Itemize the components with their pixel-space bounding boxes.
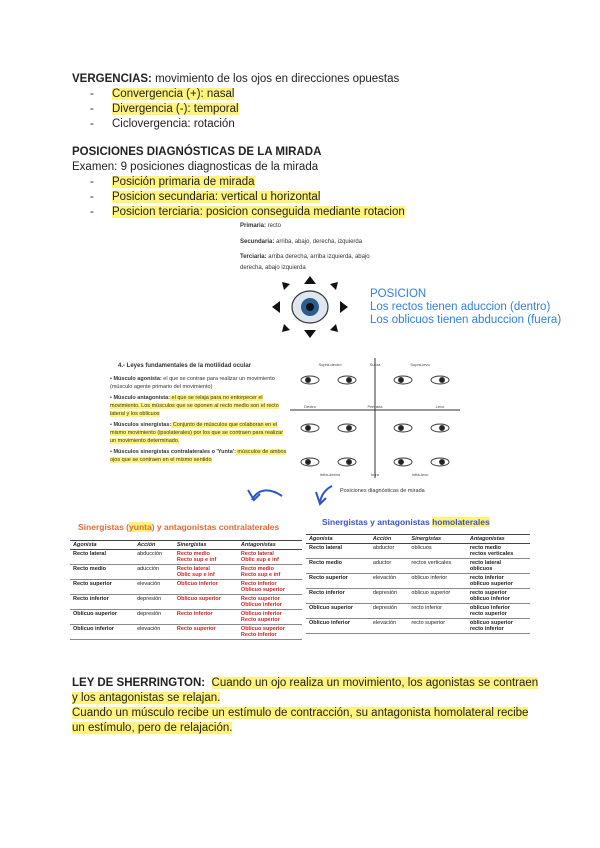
table-row <box>306 544 530 559</box>
pupil-icon <box>306 378 311 383</box>
table-row <box>70 625 302 640</box>
list-item: - Posición primaria de mirada <box>90 176 255 188</box>
table-left: Agonista Acción Sinergistas Antagonistas Recto lateral abducción Recto medio Recto sup e inf Recto lateral Oblic sup e inf Recto medio aducción Recto lateral Oblic sup e inf Recto medio Recto sup e inf Recto superior elevación Oblicuo inferior Recto inferior Oblicuo superior Recto inferior depresión Oblicuo superior Recto superior Oblicuo inferior Oblicuo superior depresión Recto inferior Oblicuo inferior Recto superior Oblicuo inferior elevación Recto superior Oblicuo superior Recto inferior <box>70 540 302 640</box>
sherrington-line3: Cuando un músculo recibe un estímulo de contracción, su antagonista homolateral recibe <box>72 707 529 719</box>
gaze-label: Infra-levo <box>411 472 429 477</box>
table-row <box>306 574 530 589</box>
table-row <box>70 610 302 625</box>
pupil-icon <box>440 378 445 383</box>
list-item: - Posicion terciaria: posicion conseguida mediante rotacion <box>90 206 405 218</box>
table-cell: Oblicuo inferior <box>174 580 238 595</box>
scan-terciaria: Terciaria: arriba derecha, arriba izquierda, abajo <box>240 254 370 260</box>
table-row <box>70 580 302 595</box>
table-cell: Recto lateral Oblic sup e inf <box>174 565 238 580</box>
gaze-label: Primaria <box>367 404 383 409</box>
table-cell: Recto lateral <box>306 544 370 559</box>
gaze-label: Supra-dextro <box>318 362 342 367</box>
posicion-note-line2: Los oblicuos tienen abduccion (fuera) <box>370 314 562 326</box>
list-item: - Divergencia (-): temporal <box>90 103 239 115</box>
gaze-positions-grid <box>290 358 460 488</box>
sherrington-line4: un estímulo, pero de relajación. <box>72 722 233 734</box>
table-cell: Oblicuo inferior <box>70 625 134 640</box>
table-cell: Recto medio Recto sup e inf <box>238 565 302 580</box>
gaze-label: Supra-levo <box>410 362 430 367</box>
table-cell: oblicuo superior recto inferior <box>467 619 530 634</box>
table-cell: Recto inferior Oblicuo superior <box>238 580 302 595</box>
pupil-icon <box>399 460 404 465</box>
table-row <box>306 619 530 634</box>
posicion-note-line1: Los rectos tienen aduccion (dentro) <box>370 301 551 313</box>
table-cell: depresión <box>134 610 174 625</box>
table-cell: oblicuo superior <box>408 589 466 604</box>
eye-rotation-diagram <box>268 274 352 340</box>
pupil-icon <box>306 426 311 431</box>
table-row <box>70 550 302 565</box>
table-cell: Recto inferior <box>306 589 370 604</box>
gaze-label: Infra-dextro <box>319 472 341 477</box>
table-cell: Recto superior <box>306 574 370 589</box>
list-item: - Posicion secundaria: vertical u horizontal <box>90 191 321 203</box>
table-cell: elevación <box>134 625 174 640</box>
table-cell: aducción <box>134 565 174 580</box>
table-cell: elevación <box>370 574 409 589</box>
table-cell: recto superior <box>408 619 466 634</box>
table-row <box>70 565 302 580</box>
table-row <box>306 559 530 574</box>
pupil-icon <box>347 378 352 383</box>
gaze-label: Supra <box>369 362 381 367</box>
pupil-icon <box>306 460 311 465</box>
scan-secundaria: Secundaria: arriba, abajo, derecha, izquierda <box>240 239 363 245</box>
vergencias-desc: movimiento de los ojos en direcciones opuestas <box>151 73 400 85</box>
table-cell: oblicuos <box>408 544 466 559</box>
scan-terciaria-2: derecha, abajo izquierda <box>240 265 306 271</box>
laws-title: 4.- Leyes fundamentales de la motilidad ocular <box>118 363 252 369</box>
table-row <box>70 595 302 610</box>
table-row <box>306 604 530 619</box>
law-sinergistas: • Músculos sinergistas: Conjunto de músculos que colaboran en el mismo movimiento (ipsolaterales) por los que se contraen para realizar un movimiento determinado. <box>110 422 284 444</box>
pupil-icon <box>440 460 445 465</box>
posicion-note-title: POSICION <box>370 288 427 300</box>
table-cell: Oblicuo inferior Recto superior <box>238 610 302 625</box>
table-cell: elevación <box>134 580 174 595</box>
gaze-caption: Posiciones diagnósticas de mirada <box>340 488 425 494</box>
law-antagonista: • Músculo antagonista: el que se relaja para no entorpecer el movimiento. Los músculos que se oponen al recto medio son el recto lateral y los oblicuos <box>110 395 279 417</box>
pupil-icon <box>399 426 404 431</box>
table-left-title: Sinergistas (yunta) y antagonistas contralaterales <box>78 522 280 532</box>
scan-primaria: Primaria: recto <box>240 223 282 229</box>
table-cell: oblicuo inferior recto superior <box>467 604 530 619</box>
table-cell: oblicuo inferior <box>408 574 466 589</box>
posiciones-title: POSICIONES DIAGNÓSTICAS DE LA MIRADA <box>72 146 322 158</box>
list-item: - Ciclovergencia: rotación <box>90 118 235 130</box>
table-cell: Recto superior <box>174 625 238 640</box>
table-cell: Oblicuo inferior <box>306 619 370 634</box>
table-cell: Oblicuo superior <box>174 595 238 610</box>
vergencias-title: VERGENCIAS: <box>72 73 152 85</box>
pupil-icon <box>440 426 445 431</box>
table-cell: depresión <box>370 589 409 604</box>
gaze-label: Levo <box>435 404 445 409</box>
pen-arrows <box>240 482 360 514</box>
table-cell: Recto medio Recto sup e inf <box>174 550 238 565</box>
table-cell: Recto superior Oblicuo inferior <box>238 595 302 610</box>
pupil-icon <box>347 460 352 465</box>
list-item: - Convergencia (+): nasal <box>90 88 235 100</box>
table-cell: Recto lateral <box>70 550 134 565</box>
pupil-icon <box>399 378 404 383</box>
table-cell: recto lateral oblicuos <box>467 559 530 574</box>
table-cell: rectos verticales <box>408 559 466 574</box>
table-row <box>306 589 530 604</box>
table-cell: Oblicuo superior Recto inferior <box>238 625 302 640</box>
table-cell: Recto lateral Oblic sup e inf <box>238 550 302 565</box>
table-cell: Recto superior <box>70 580 134 595</box>
table-cell: recto inferior <box>408 604 466 619</box>
table-cell: elevación <box>370 619 409 634</box>
table-cell: recto medio rectos verticales <box>467 544 530 559</box>
table-cell: Recto medio <box>306 559 370 574</box>
posiciones-exam: Examen: 9 posiciones diagnosticas de la mirada <box>72 161 319 173</box>
table-cell: Oblicuo superior <box>70 610 134 625</box>
table-cell: depresión <box>370 604 409 619</box>
table-cell: aductor <box>370 559 409 574</box>
table-right-title: Sinergistas y antagonistas homolaterales <box>322 517 490 527</box>
table-cell: Oblicuo superior <box>306 604 370 619</box>
gaze-label: Dextro <box>304 404 316 409</box>
law-yunta: • Músculos sinergistas contralaterales o 'Yunta': músculos de ambos ojos que se contraen en el mismo sentido <box>110 449 287 463</box>
table-cell: recto inferior oblicuo superior <box>467 574 530 589</box>
law-agonista: • Músculo agonista: el que se contrae para realizar un movimiento (músculo agente primario del movimiento) <box>110 376 275 390</box>
table-cell: Recto inferior <box>70 595 134 610</box>
sherrington-line1: LEY DE SHERRINGTON: Cuando un ojo realiza un movimiento, los agonistas se contraen <box>72 677 539 689</box>
table-cell: abducción <box>134 550 174 565</box>
gaze-label: Infra <box>370 472 380 477</box>
vergencias-line <box>72 72 399 87</box>
table-cell: abductor <box>370 544 409 559</box>
table-cell: Recto medio <box>70 565 134 580</box>
table-cell: depresión <box>134 595 174 610</box>
sherrington-line2: y los antagonistas se relajan. <box>72 692 221 704</box>
pupil-icon <box>347 426 352 431</box>
table-right: Agonista Acción Sinergistas Antagonistas Recto lateral abductor oblicuos recto medio rectos verticales Recto medio aductor rectos verticales recto lateral oblicuos Recto superior elevación oblicuo inferior recto inferior oblicuo superior Recto inferior depresión oblicuo superior recto superior oblicuo inferior Oblicuo superior depresión recto inferior oblicuo inferior recto superior Oblicuo inferior elevación recto superior oblicuo superior recto inferior <box>306 534 530 634</box>
table-cell: recto superior oblicuo inferior <box>467 589 530 604</box>
table-cell: Recto inferior <box>174 610 238 625</box>
laws-block <box>110 362 288 464</box>
